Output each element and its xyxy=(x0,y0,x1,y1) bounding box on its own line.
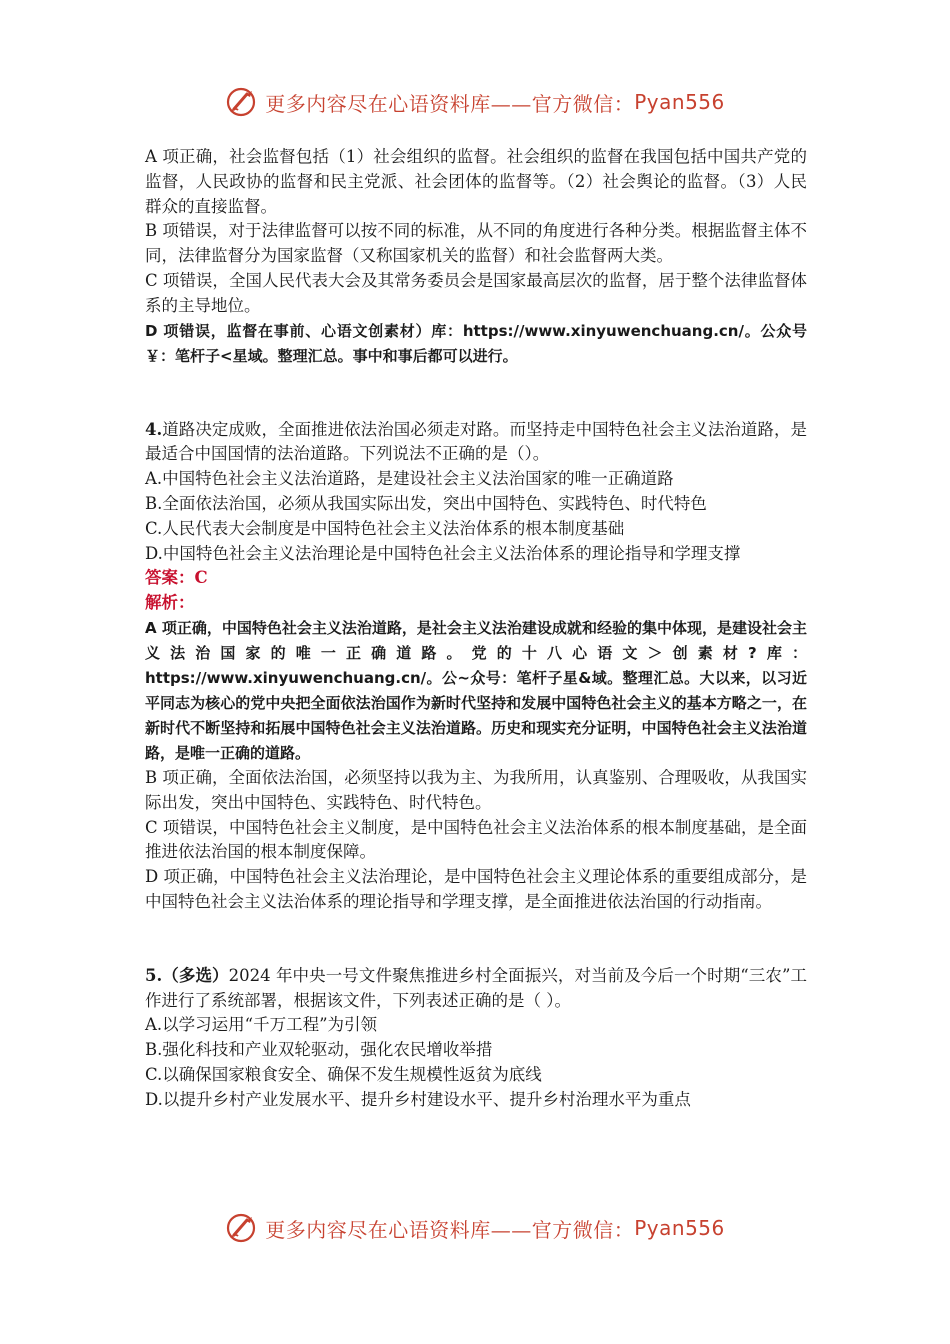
question-4-stem xyxy=(145,418,807,468)
question-4-analysis-c: C 项错误，中国特色社会主义制度，是中国特色社会主义法治体系的根本制度基础，是全面推进依法治国的根本制度保障。 xyxy=(145,817,807,862)
question-4-option-b: B.全面依法治国，必须从我国实际出发，突出中国特色、实践特色、时代特色 xyxy=(145,493,707,513)
question-4-text: 道路决定成败，全面推进依法治国必须走对路。而坚持走中国特色社会主义法治道路，是最适合中国国情的法治道路。下列说法不正确的是（）。 xyxy=(145,419,807,464)
pen-logo-icon xyxy=(225,1211,259,1245)
question-5-option-b: B.强化科技和产业双轮驱动，强化农民增收举措 xyxy=(145,1040,493,1060)
question-5-option-d: D.以提升乡村产业发展水平、提升乡村建设水平、提升乡村治理水平为重点 xyxy=(145,1089,691,1109)
footer-watermark-banner xyxy=(0,1208,950,1248)
question-5-number: 5.（多选） xyxy=(145,965,229,985)
question-4-option-d: D.中国特色社会主义法治理论是中国特色社会主义法治体系的理论指导和学理支撑 xyxy=(145,543,741,563)
question-4-analysis-d: D 项正确，中国特色社会主义法治理论，是中国特色社会主义理论体系的重要组成部分，是中国特色社会主义法治体系的理论指导和学理支撑，是全面推进依法治国的行动指南。 xyxy=(145,867,807,911)
prev-analysis-c: C 项错误，全国人民代表大会及其常务委员会是国家最高层次的监督，居于整个法律监督体系的主导地位。 xyxy=(145,270,807,315)
prev-analysis-a: A 项正确，社会监督包括（1）社会组织的监督。社会组织的监督在我国包括中国共产党的监督，人民政协的监督和民主党派、社会团体的监督等。（2）社会舆论的监督。（3）人民群众的直接监督。 xyxy=(145,147,807,216)
pen-logo-icon xyxy=(225,85,259,119)
question-5-option-a: A.以学习运用“千万工程”为引领 xyxy=(145,1015,378,1035)
prev-analysis-b: B 项错误，对于法律监督可以按不同的标准，从不同的角度进行各种分类。根据监督主体不同，法律监督分为国家监督（又称国家机关的监督）和社会监督两大类。 xyxy=(145,221,807,266)
header-watermark-banner xyxy=(0,82,950,122)
banner-wechat-id: Pyan556 xyxy=(634,90,725,114)
question-4-analysis-b: B 项正确，全面依法治国，必须坚持以我为主、为我所用，认真鉴别、合理吸收，从我国实际出发，突出中国特色、实践特色、时代特色。 xyxy=(145,767,807,812)
question-5-text: 2024 年中央一号文件聚焦推进乡村全面振兴，对当前及今后一个时期“三农”工作进行了系统部署，根据该文件，下列表述正确的是（ ）。 xyxy=(145,965,807,1010)
document-body xyxy=(145,145,807,1113)
question-5-option-c: C.以确保国家粮食安全、确保不发生规模性返贫为底线 xyxy=(145,1064,542,1084)
question-4-number: 4. xyxy=(145,419,163,439)
banner-text: 更多内容尽在心语资料库——官方微信： xyxy=(265,1217,635,1242)
prev-analysis-d: D 项错误，监督在事前、心语文创素材）库：https://www.xinyuwenchuang.cn/。公众号￥：笔杆子<星域。整理汇总。事中和事后都可以进行。 xyxy=(145,321,807,365)
question-4-option-a: A.中国特色社会主义法治道路，是建设社会主义法治国家的唯一正确道路 xyxy=(145,469,674,489)
banner-wechat-id: Pyan556 xyxy=(634,1216,725,1240)
question-4-option-c: C.人民代表大会制度是中国特色社会主义法治体系的根本制度基础 xyxy=(145,518,625,538)
question-4-analysis-label: 解析： xyxy=(145,593,195,613)
question-5-stem xyxy=(145,964,807,1014)
question-4-analysis-a: A 项正确，中国特色社会主义法治道路，是社会主义法治建设成就和经验的集中体现，是建设社会主义法治国家的唯一正确道路。党的十八心语文＞创素材?库：https://www.xinyuwenchuang.cn/。公~众号：笔杆子星&域。整理汇总。大以来，以习近平同志为核心的党中央把全面依法治国作为新时代坚持和发展中国特色社会主义的基本方略之一，在新时代不断坚持和拓展中国特色社会主义法治道路。历史和现实充分证明，中国特色社会主义法治道路，是唯一正确的道路。 xyxy=(145,618,807,762)
banner-text: 更多内容尽在心语资料库——官方微信： xyxy=(265,91,635,116)
question-4-answer: 答案：C xyxy=(145,568,208,588)
